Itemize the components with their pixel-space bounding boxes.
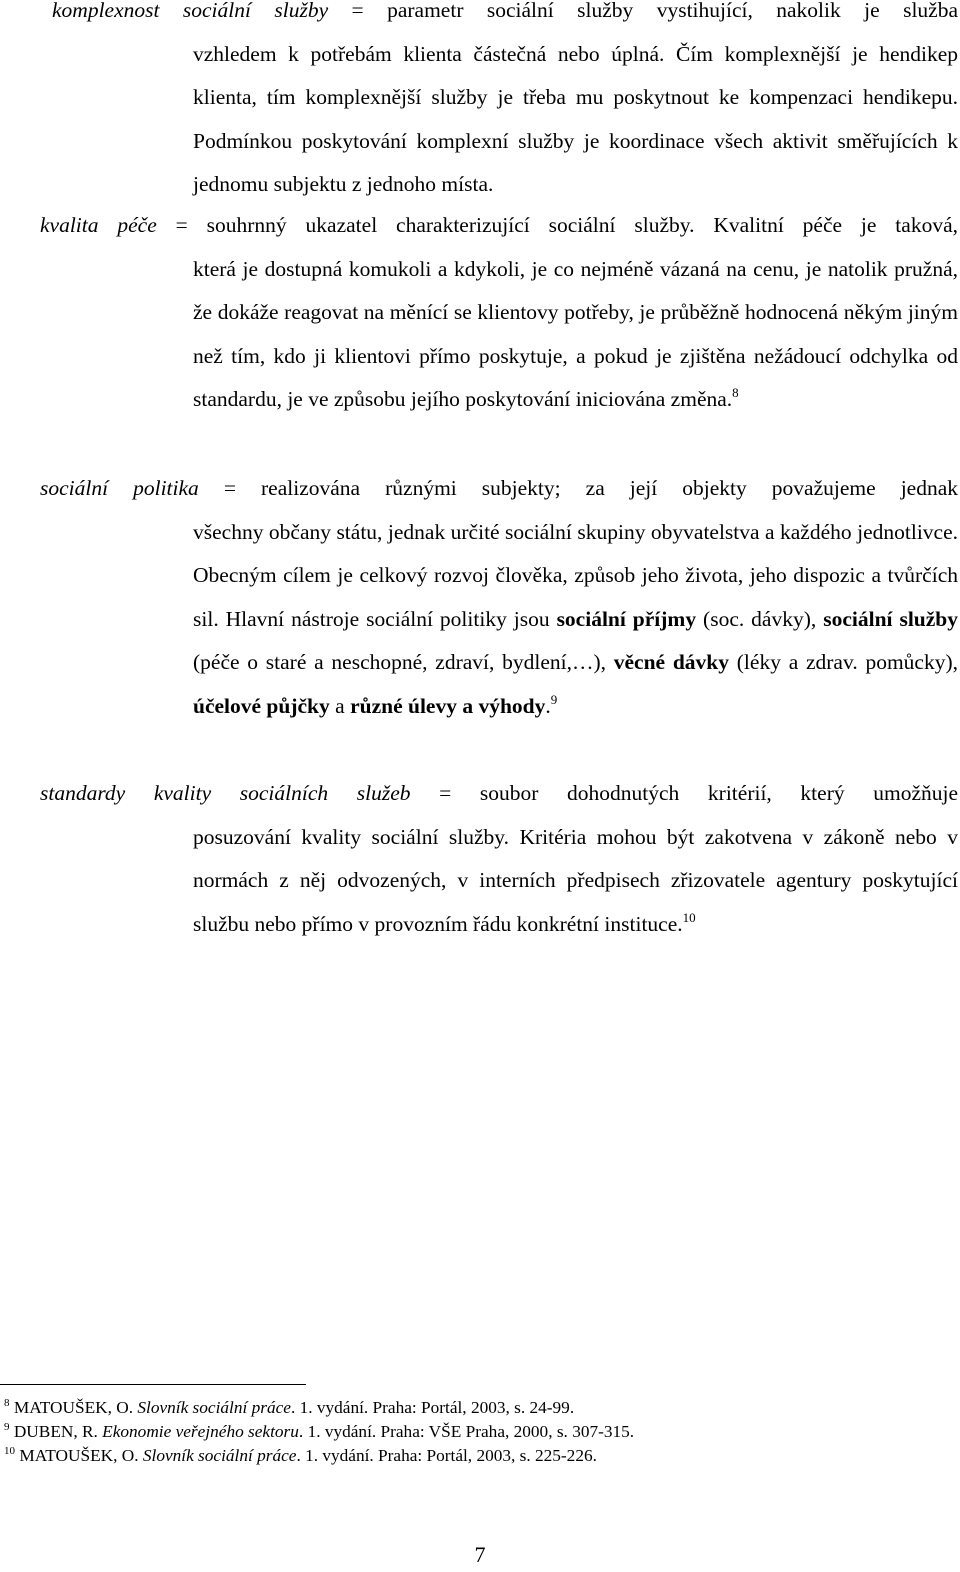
definition-text: a	[335, 693, 345, 718]
definition-start: realizována různými subjekty; za její objekty považujeme jednak	[261, 476, 958, 500]
definition-body	[40, 511, 958, 729]
footnote-details: . 1. vydání. Praha: VŠE Praha, 2000, s. 307-315.	[298, 1422, 635, 1441]
footnote-separator	[0, 1384, 306, 1385]
equals-sign: =	[223, 476, 236, 500]
entry-first-line	[40, 467, 958, 511]
footnote-details: . 1. vydání. Praha: Portál, 2003, s. 24-99.	[290, 1398, 575, 1417]
glossary-term: standardy kvality sociálních služeb	[40, 781, 411, 805]
glossary-entry-kvalita-pece	[40, 204, 958, 422]
footnote-number: 9	[4, 1421, 10, 1433]
footnote-author: DUBEN, R.	[13, 1422, 103, 1441]
footnote-number: 10	[4, 1445, 15, 1457]
definition-start: soubor dohodnutých kritérií, který umožňuje	[479, 781, 959, 805]
definition-text: (soc. dávky),	[703, 606, 817, 631]
glossary-term: komplexnost sociální služby	[52, 0, 329, 22]
footnote	[4, 1422, 634, 1442]
footnote-ref: 8	[732, 385, 739, 401]
glossary-term: kvalita péče	[40, 213, 157, 237]
definition-body	[40, 816, 958, 947]
footnote-title: Slovník sociální práce	[137, 1398, 291, 1417]
footnote-author: MATOUŠEK, O.	[13, 1398, 138, 1417]
equals-sign: =	[175, 213, 188, 237]
footnote-ref: 9	[550, 691, 558, 707]
definition-text: (péče o staré a neschopné, zdraví, bydlení,…),	[193, 650, 607, 675]
footnote-details: . 1. vydání. Praha: Portál, 2003, s. 225-226.	[296, 1446, 597, 1465]
definition-start: souhrnný ukazatel charakterizující sociální služby. Kvalitní péče je taková,	[206, 213, 958, 237]
definition-text: .	[545, 693, 551, 718]
bold-term: věcné dávky	[613, 650, 730, 675]
definition-start: parametr sociální služby vystihující, nakolik je služba	[387, 0, 958, 22]
definition-body: vzhledem k potřebám klienta částečná nebo úplná. Čím komplexnější je hendikep klienta, tím komplexnější služby je třeba mu poskytnout ke kompenzaci hendikepu. Podmínkou poskytování komplexní služby je koordinace všech aktivit směřujících k jednomu subjektu z jednoho místa.	[193, 41, 958, 197]
footnote	[4, 1398, 574, 1418]
glossary-entry-standardy-kvality	[40, 772, 958, 946]
definition-text: která je dostupná komukoli a kdykoli, je co nejméně vázaná na cenu, je natolik pružná, že dokáže reagovat na měnící se klientovy potřeby, je průběžně hodnocená někým jiným než tím, kdo ji klientovi přímo poskytuje, a pokud je zjištěna nežádoucí odchylka od standardu, je ve způsobu jejího poskytování iniciována změna.	[193, 256, 958, 412]
entry-first-line	[40, 772, 958, 816]
bold-term: sociální příjmy	[556, 606, 697, 631]
glossary-term: sociální politika	[40, 476, 199, 500]
glossary-entry-socialni-politika	[40, 467, 958, 729]
glossary-entry-komplexnost	[52, 0, 958, 207]
footnote	[4, 1446, 597, 1466]
definition-text: posuzování kvality sociální služby. Kritéria mohou být zakotvena v zákoně nebo v normách z něj odvozených, v interních předpisech zřizovatele agentury poskytující službu nebo přímo v provozním řádu konkrétní instituce.	[193, 824, 958, 936]
definition-body	[40, 248, 958, 422]
footnote-title: Slovník sociální práce	[142, 1446, 297, 1465]
entry-first-line	[52, 0, 958, 33]
bold-term: sociální služby	[823, 606, 958, 631]
page-number: 7	[474, 1542, 486, 1567]
bold-term: různé úlevy a výhody	[350, 693, 546, 718]
bold-term: účelové půjčky	[193, 693, 330, 718]
footnote-ref: 10	[682, 909, 696, 925]
footnote-title: Ekonomie veřejného sektoru	[102, 1422, 299, 1441]
equals-sign: =	[439, 781, 452, 805]
definition-text: všechny občany státu, jednak určité sociální skupiny obyvatelstva a každého jednotlivce. Obecným cílem je celkový rozvoj člověka, způsob jeho života, jeho dispozic a tvůrčích sil. Hlavní nástroje sociální politiky jsou	[193, 519, 958, 631]
equals-sign: =	[351, 0, 364, 22]
entry-first-line	[40, 204, 958, 248]
footnote-number: 8	[4, 1397, 10, 1409]
footnote-author: MATOUŠEK, O.	[19, 1446, 143, 1465]
definition-text: (léky a zdrav. pomůcky),	[736, 650, 959, 675]
